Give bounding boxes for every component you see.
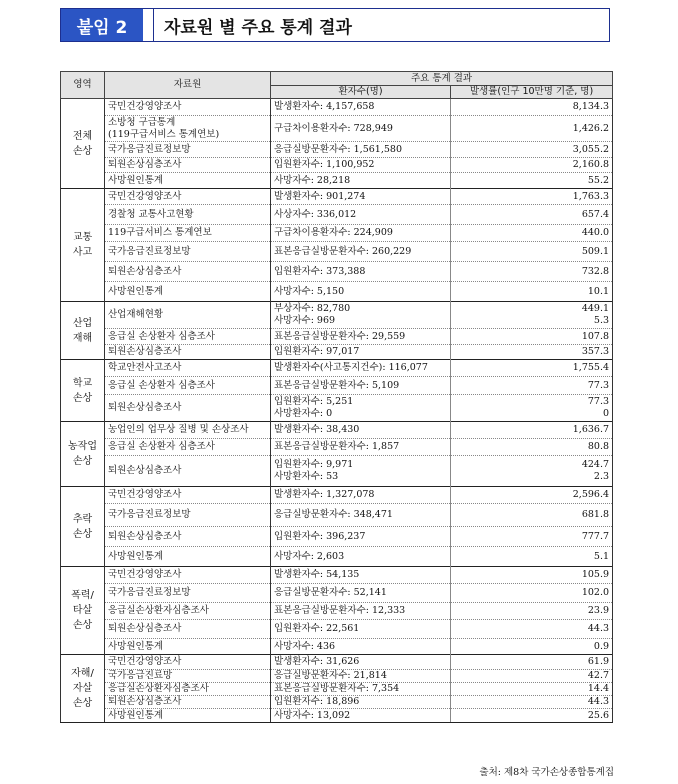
source-cell: 퇴원손상심층조사 xyxy=(105,527,271,547)
source-cell: 퇴원손상심층조사 xyxy=(105,158,271,173)
patients-cell: 부상자수: 82,780 사망자수: 969 xyxy=(271,302,451,329)
source-cell: 사망원인통계 xyxy=(105,547,271,567)
source-cell: 퇴원손상심층조사 xyxy=(105,395,271,422)
table-row xyxy=(61,422,613,439)
patients-cell: 사망자수: 28,218 xyxy=(271,173,451,189)
table-row xyxy=(61,567,613,584)
source-cell: 국가응급진료정보망 xyxy=(105,504,271,527)
source-cell: 사망원인통계 xyxy=(105,639,271,655)
rate-cell: 0.9 xyxy=(451,639,613,655)
patients-cell: 발생환자수: 38,430 xyxy=(271,422,451,439)
patients-cell: 사망자수: 436 xyxy=(271,639,451,655)
table-row xyxy=(61,99,613,116)
table-body xyxy=(61,99,613,723)
rate-cell: 107.8 xyxy=(451,329,613,345)
patients-cell: 표본응급실방문환자수: 260,229 xyxy=(271,242,451,262)
table-row xyxy=(61,639,613,655)
source-cell: 퇴원손상심층조사 xyxy=(105,456,271,487)
source-cell: 국민건강영양조사 xyxy=(105,487,271,504)
source-cell: 국가응급진료정보망 xyxy=(105,242,271,262)
rate-cell: 5.1 xyxy=(451,547,613,567)
table-row xyxy=(61,116,613,142)
statistics-table-wrapper xyxy=(60,71,612,723)
patients-cell: 발생환자수: 1,327,078 xyxy=(271,487,451,504)
rate-cell: 424.7 2.3 xyxy=(451,456,613,487)
table-row xyxy=(61,655,613,670)
patients-cell: 발생환자수: 31,626 xyxy=(271,655,451,670)
column-header-results: 주요 통계 결과 xyxy=(271,72,613,86)
table-row xyxy=(61,547,613,567)
patients-cell: 입원환자수: 22,561 xyxy=(271,620,451,639)
rate-cell: 102.0 xyxy=(451,584,613,603)
rate-cell: 1,636.7 xyxy=(451,422,613,439)
patients-cell: 입원환자수: 1,100,952 xyxy=(271,158,451,173)
patients-cell: 발생환자수(사고통지건수): 116,077 xyxy=(271,360,451,377)
patients-cell: 표본응급실방문환자수: 1,857 xyxy=(271,439,451,456)
table-row xyxy=(61,302,613,329)
area-cell: 자해/ 자살 손상 xyxy=(61,655,105,723)
table-row xyxy=(61,158,613,173)
rate-cell: 8,134.3 xyxy=(451,99,613,116)
patients-cell: 표본응급실방문환자수: 7,354 xyxy=(271,683,451,696)
rate-cell: 77.3 0 xyxy=(451,395,613,422)
table-row xyxy=(61,584,613,603)
column-header-source: 자료원 xyxy=(105,72,271,99)
table-row xyxy=(61,709,613,723)
table-row xyxy=(61,205,613,225)
column-header-rate: 발생률(인구 10만명 기준, 명) xyxy=(451,86,613,99)
rate-cell: 2,596.4 xyxy=(451,487,613,504)
source-cell: 사망원인통계 xyxy=(105,709,271,723)
source-cell: 국민건강영양조사 xyxy=(105,655,271,670)
table-row xyxy=(61,670,613,683)
patients-cell: 구급차이용환자수: 728,949 xyxy=(271,116,451,142)
rate-cell: 61.9 xyxy=(451,655,613,670)
rate-cell: 732.8 xyxy=(451,262,613,282)
patients-cell: 입원환자수: 18,896 xyxy=(271,696,451,709)
rate-cell: 10.1 xyxy=(451,282,613,302)
rate-cell: 449.1 5.3 xyxy=(451,302,613,329)
area-cell: 추락 손상 xyxy=(61,487,105,567)
rate-cell: 1,755.4 xyxy=(451,360,613,377)
table-row xyxy=(61,329,613,345)
patients-cell: 발생환자수: 4,157,658 xyxy=(271,99,451,116)
patients-cell: 입원환자수: 97,017 xyxy=(271,345,451,360)
rate-cell: 55.2 xyxy=(451,173,613,189)
source-cell: 농업인의 업무상 질병 및 손상조사 xyxy=(105,422,271,439)
rate-cell: 681.8 xyxy=(451,504,613,527)
table-row xyxy=(61,439,613,456)
rate-cell: 14.4 xyxy=(451,683,613,696)
source-cell: 응급실 손상환자 심층조사 xyxy=(105,377,271,395)
source-cell: 국가응급진료정보망 xyxy=(105,584,271,603)
source-cell: 퇴원손상심층조사 xyxy=(105,696,271,709)
table-row xyxy=(61,360,613,377)
source-cell: 응급실 손상환자 심층조사 xyxy=(105,329,271,345)
table-row xyxy=(61,527,613,547)
table-row xyxy=(61,603,613,620)
patients-cell: 사망자수: 2,603 xyxy=(271,547,451,567)
table-row xyxy=(61,487,613,504)
source-cell: 국가응급진료망 xyxy=(105,670,271,683)
area-cell: 폭력/ 타살 손상 xyxy=(61,567,105,655)
patients-cell: 표본응급실방문환자수: 12,333 xyxy=(271,603,451,620)
source-cell: 응급실 손상환자 심층조사 xyxy=(105,439,271,456)
rate-cell: 25.6 xyxy=(451,709,613,723)
patients-cell: 입원환자수: 373,388 xyxy=(271,262,451,282)
table-row xyxy=(61,189,613,205)
source-cell: 국민건강영양조사 xyxy=(105,567,271,584)
table-row xyxy=(61,262,613,282)
patients-cell: 발생환자수: 54,135 xyxy=(271,567,451,584)
table-row xyxy=(61,377,613,395)
patients-cell: 사망자수: 5,150 xyxy=(271,282,451,302)
source-cell: 국가응급진료정보망 xyxy=(105,142,271,158)
patients-cell: 응급실방문환자수: 348,471 xyxy=(271,504,451,527)
column-header-patients: 환자수(명) xyxy=(271,86,451,99)
rate-cell: 105.9 xyxy=(451,567,613,584)
rate-cell: 1,426.2 xyxy=(451,116,613,142)
source-cell: 산업재해현황 xyxy=(105,302,271,329)
source-cell: 경찰청 교통사고현황 xyxy=(105,205,271,225)
rate-cell: 1,763.3 xyxy=(451,189,613,205)
area-cell: 학교 손상 xyxy=(61,360,105,422)
patients-cell: 응급실방문환자수: 1,561,580 xyxy=(271,142,451,158)
rate-cell: 23.9 xyxy=(451,603,613,620)
table-row xyxy=(61,282,613,302)
source-note: 출처: 제8차 국가손상종합통계집 xyxy=(479,767,614,778)
source-cell: 퇴원손상심층조사 xyxy=(105,262,271,282)
table-row xyxy=(61,620,613,639)
patients-cell: 입원환자수: 396,237 xyxy=(271,527,451,547)
section-header xyxy=(60,8,610,42)
patients-cell: 사상자수: 336,012 xyxy=(271,205,451,225)
page-title: 자료원 별 주요 통계 결과 xyxy=(164,17,352,38)
patients-cell: 발생환자수: 901,274 xyxy=(271,189,451,205)
table-row xyxy=(61,345,613,360)
table-row xyxy=(61,242,613,262)
source-cell: 응급실손상환자심층조사 xyxy=(105,683,271,696)
rate-cell: 44.3 xyxy=(451,620,613,639)
rate-cell: 440.0 xyxy=(451,225,613,242)
rate-cell: 509.1 xyxy=(451,242,613,262)
patients-cell: 입원환자수: 5,251 사망환자수: 0 xyxy=(271,395,451,422)
statistics-table xyxy=(60,71,613,723)
table-row xyxy=(61,142,613,158)
area-cell: 교통 사고 xyxy=(61,189,105,302)
table-row xyxy=(61,173,613,189)
table-row xyxy=(61,683,613,696)
table-row xyxy=(61,456,613,487)
patients-cell: 입원환자수: 9,971 사망환자수: 53 xyxy=(271,456,451,487)
patients-cell: 사망자수: 13,092 xyxy=(271,709,451,723)
area-cell: 농작업 손상 xyxy=(61,422,105,487)
source-cell: 사망원인통계 xyxy=(105,173,271,189)
source-cell: 119구급서비스 통계연보 xyxy=(105,225,271,242)
rate-cell: 357.3 xyxy=(451,345,613,360)
table-row xyxy=(61,225,613,242)
source-cell: 국민건강영양조사 xyxy=(105,99,271,116)
rate-cell: 777.7 xyxy=(451,527,613,547)
patients-cell: 표본응급실방문환자수: 5,109 xyxy=(271,377,451,395)
patients-cell: 구급차이용환자수: 224,909 xyxy=(271,225,451,242)
source-cell: 소방청 구급통계 (119구급서비스 통계연보) xyxy=(105,116,271,142)
attachment-tag: 붙임 2 xyxy=(61,9,143,41)
patients-cell: 응급실방문환자수: 52,141 xyxy=(271,584,451,603)
rate-cell: 44.3 xyxy=(451,696,613,709)
source-cell: 사망원인통계 xyxy=(105,282,271,302)
rate-cell: 2,160.8 xyxy=(451,158,613,173)
rate-cell: 77.3 xyxy=(451,377,613,395)
patients-cell: 응급실방문환자수: 21,814 xyxy=(271,670,451,683)
rate-cell: 3,055.2 xyxy=(451,142,613,158)
table-row xyxy=(61,504,613,527)
column-header-area: 영역 xyxy=(61,72,105,99)
table-row xyxy=(61,696,613,709)
source-cell: 응급실손상환자심층조사 xyxy=(105,603,271,620)
area-cell: 산업 재해 xyxy=(61,302,105,360)
source-cell: 국민건강영양조사 xyxy=(105,189,271,205)
source-cell: 퇴원손상심층조사 xyxy=(105,620,271,639)
source-cell: 학교안전사고조사 xyxy=(105,360,271,377)
header-gap xyxy=(143,9,154,41)
patients-cell: 표본응급실방문환자수: 29,559 xyxy=(271,329,451,345)
table-row xyxy=(61,395,613,422)
rate-cell: 657.4 xyxy=(451,205,613,225)
area-cell: 전체 손상 xyxy=(61,99,105,189)
rate-cell: 80.8 xyxy=(451,439,613,456)
rate-cell: 42.7 xyxy=(451,670,613,683)
source-cell: 퇴원손상심층조사 xyxy=(105,345,271,360)
